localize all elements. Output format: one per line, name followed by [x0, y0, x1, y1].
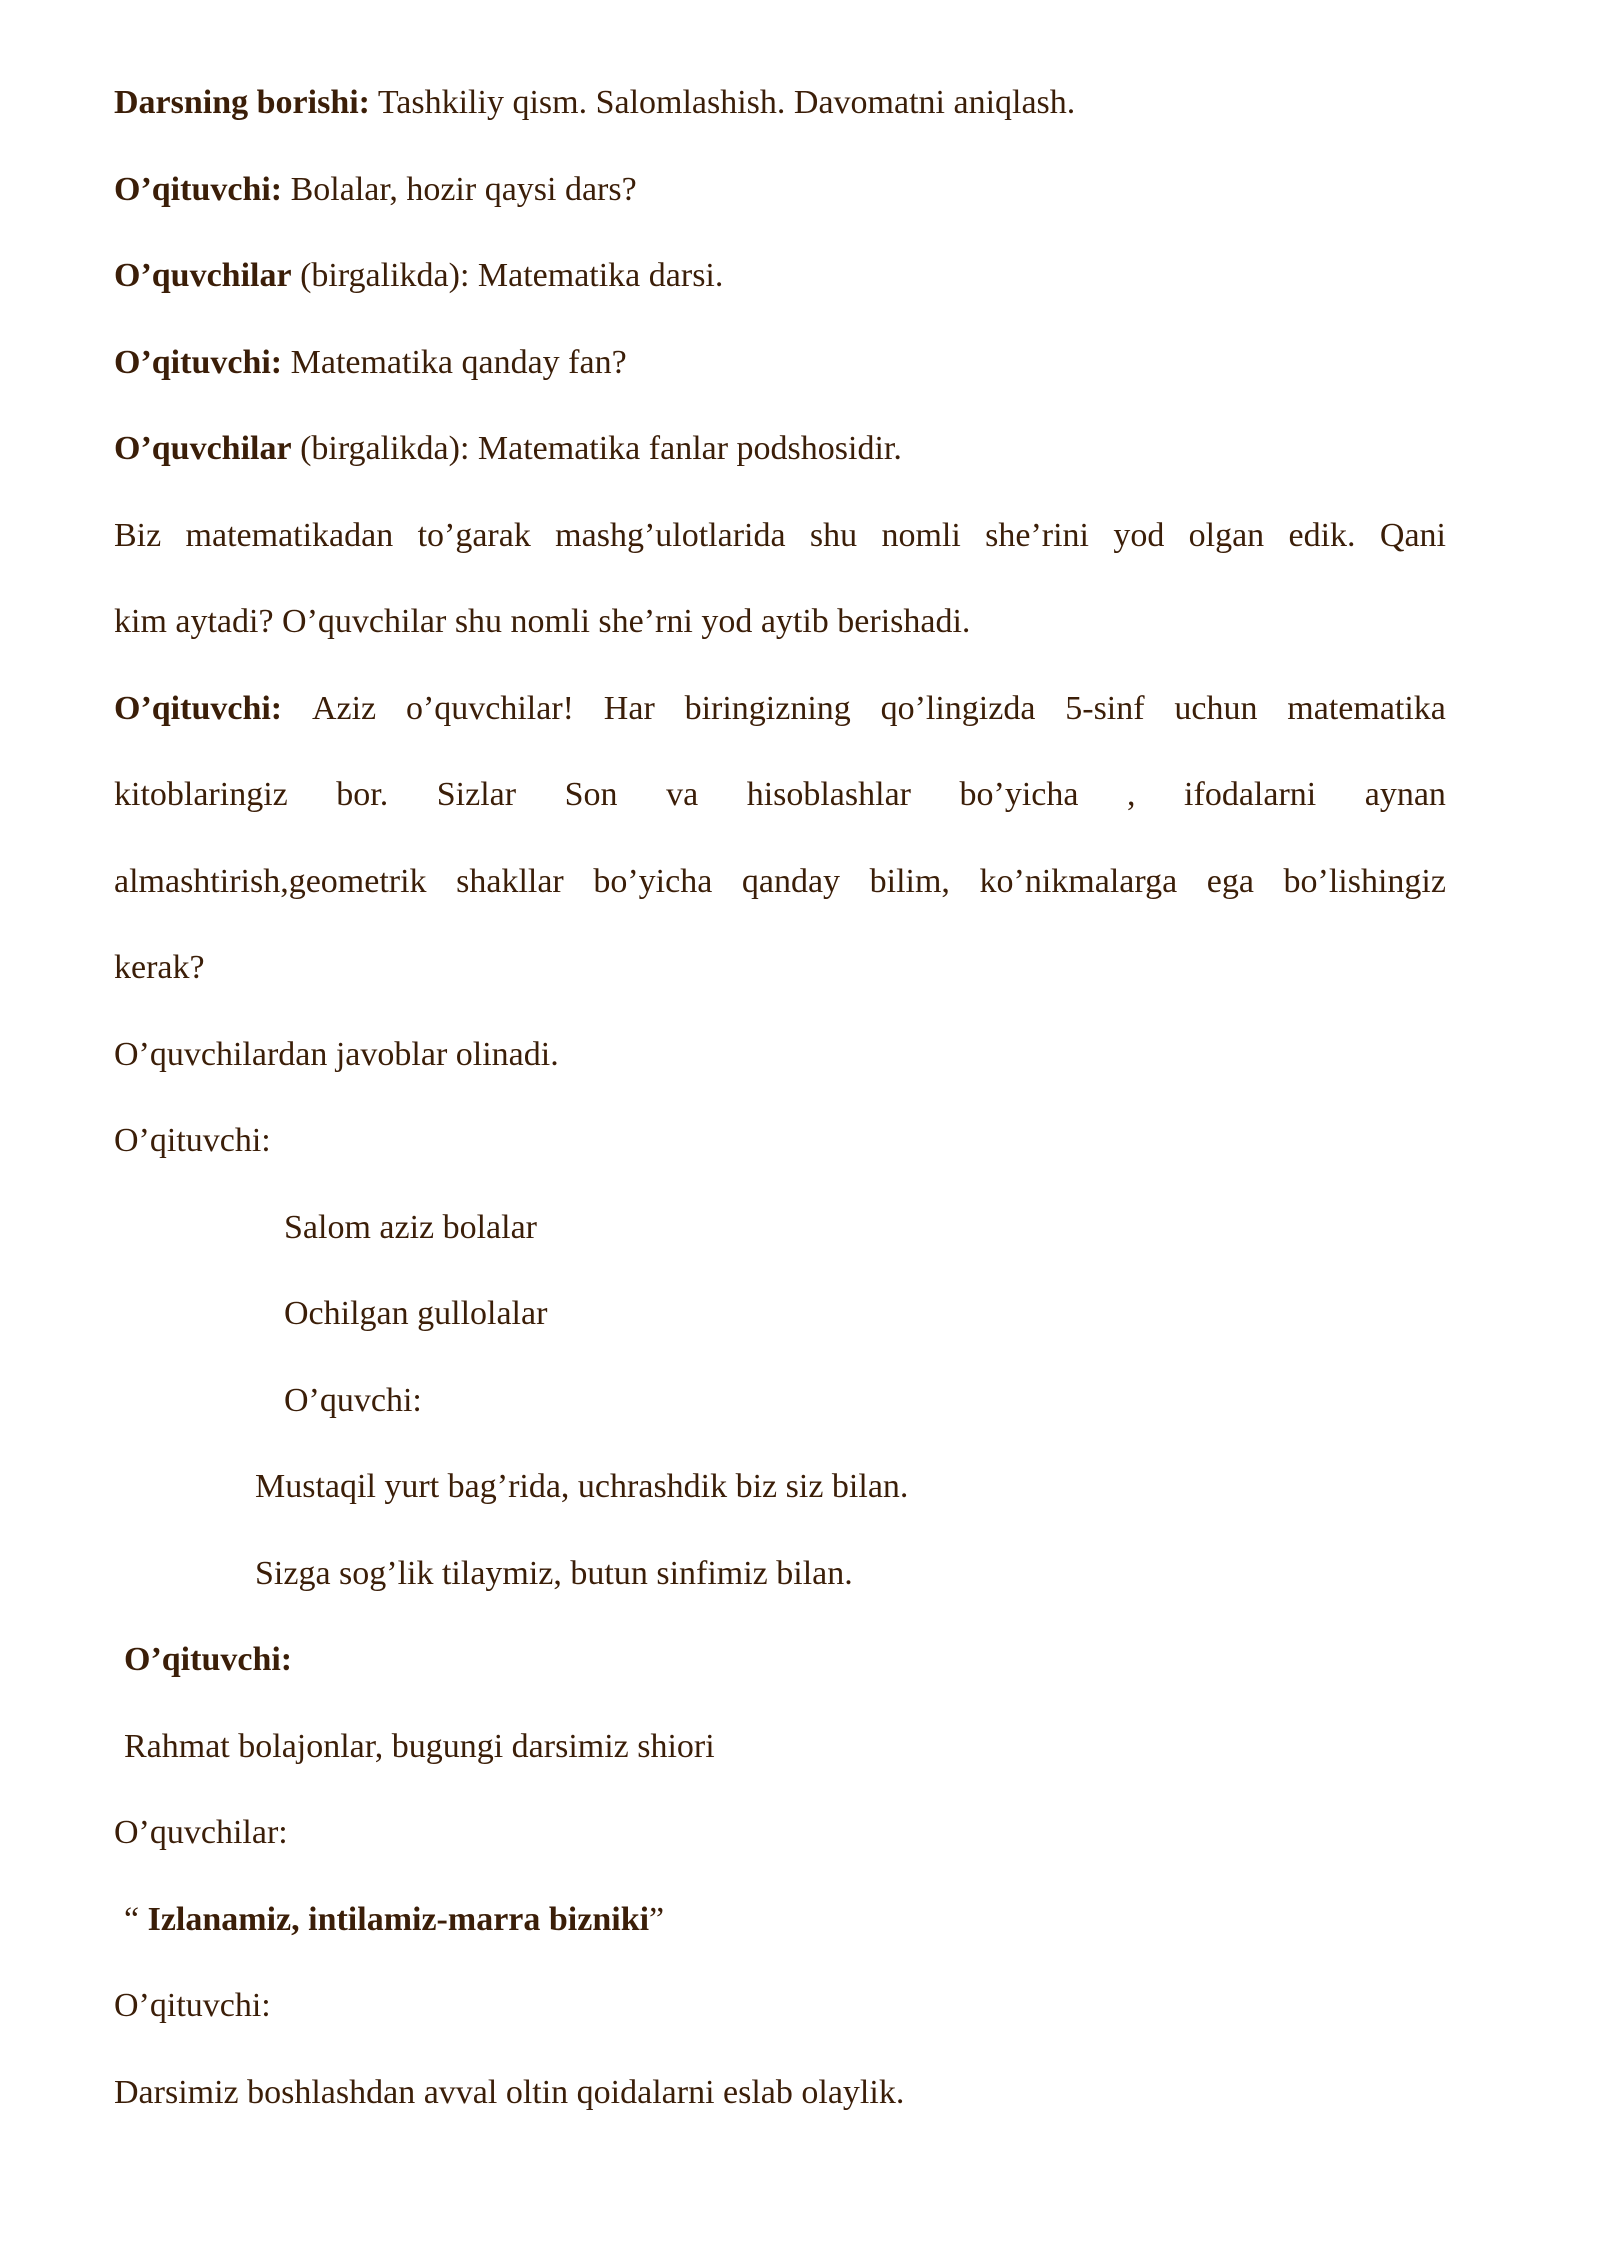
word: bo’yicha — [593, 862, 713, 900]
class-motto — [114, 1877, 1446, 1964]
word: bo’yicha — [959, 776, 1079, 813]
word: almashtirish,geometrik — [114, 862, 427, 900]
lesson-flow-label: Darsning borishi: — [114, 84, 370, 121]
teacher-motto-intro: Rahmat bolajonlar, bugungi darsimiz shiori — [124, 1727, 715, 1765]
students-answer-1-text: (birgalikda): Matematika darsi. — [291, 257, 724, 294]
teacher-intro-line-2 — [114, 752, 1446, 839]
motto-open-quote: “ — [124, 1900, 148, 1938]
students-answers-note: O’quvchilardan javoblar olinadi. — [114, 1035, 559, 1073]
word: 5-sinf — [1065, 689, 1145, 727]
word: shu — [809, 516, 858, 554]
teacher-intro-line-1 — [114, 666, 1446, 753]
verse-line-2: Sizga sog’lik tilaymiz, butun sinfimiz bilan. — [255, 1554, 853, 1592]
poem-intro-line-1 — [114, 493, 1446, 580]
speaker-teacher-line: O’qituvchi: — [114, 1122, 271, 1159]
teacher-question-2-text: Matematika qanday fan? — [282, 343, 627, 381]
word: kitoblaringiz — [114, 776, 288, 813]
word: Har — [603, 689, 655, 727]
word: olgan — [1188, 516, 1265, 554]
word: she’rini — [985, 516, 1089, 554]
students-answer-2 — [114, 406, 1446, 493]
word: Qani — [1379, 516, 1446, 554]
teacher-question-1 — [114, 147, 1446, 234]
word: ko’nikmalarga — [979, 862, 1178, 900]
speaker-teacher: O’qituvchi: — [114, 170, 283, 208]
word: aynan — [1364, 776, 1446, 813]
lesson-flow-text: Tashkiliy qism. Salomlashish. Davomatni aniqlash. — [370, 84, 1076, 121]
word: bo’lishingiz — [1283, 862, 1446, 900]
golden-rules-intro: Darsimiz boshlashdan avval oltin qoidalarni eslab olaylik. — [114, 2073, 905, 2111]
speaker-teacher-line-2: O’qituvchi: — [114, 1987, 271, 2024]
word: ifodalarni — [1184, 776, 1317, 813]
speaker-students-line: O’quvchilar: — [114, 1814, 288, 1851]
word: ega — [1206, 862, 1254, 900]
word: Aziz — [311, 689, 377, 727]
teacher-intro-line-3 — [114, 839, 1446, 926]
verse-line-1: Mustaqil yurt bag’rida, uchrashdik biz siz bilan. — [255, 1468, 909, 1505]
teacher-question-2 — [114, 320, 1446, 407]
word: matematika — [1287, 689, 1446, 727]
poem-line-1: Salom aziz bolalar — [284, 1208, 538, 1246]
word: biringizning — [684, 689, 851, 727]
speaker-teacher: O’qituvchi: — [114, 343, 283, 381]
speaker-students: O’quvchilar — [114, 257, 292, 294]
word: hisoblashlar — [746, 776, 911, 813]
poem-line-2: Ochilgan gullolalar — [284, 1295, 548, 1332]
word: qanday — [741, 862, 841, 900]
speaker-teacher-bold: O’qituvchi: — [124, 1641, 293, 1678]
speaker-teacher: O’qituvchi: — [114, 689, 283, 727]
motto-text: Izlanamiz, intilamiz-marra bizniki — [147, 1900, 650, 1938]
word: edik. — [1288, 516, 1356, 554]
teacher-intro-line-4: kerak? — [114, 949, 205, 986]
word: , — [1127, 776, 1136, 813]
word: va — [666, 776, 699, 813]
word: uchun — [1174, 689, 1258, 727]
word: Biz — [114, 516, 162, 554]
word: yod — [1113, 516, 1165, 554]
word: nomli — [881, 516, 961, 554]
word: Son — [564, 776, 618, 813]
poem-speaker-student: O’quvchi: — [284, 1381, 422, 1419]
students-answer-2-text: (birgalikda): Matematika fanlar podshosidir. — [291, 430, 902, 467]
word: o’quvchilar! — [405, 689, 574, 727]
word: shakllar — [456, 862, 564, 900]
motto-close-quote: ” — [649, 1900, 665, 1938]
lesson-flow-paragraph — [114, 60, 1446, 147]
word: qo’lingizda — [880, 689, 1036, 727]
poem-intro-line-2: kim aytadi? O’quvchilar shu nomli she’rni yod aytib berishadi. — [114, 603, 971, 640]
word: to’garak — [417, 516, 531, 554]
word: mashg’ulotlarida — [555, 516, 786, 554]
word: Sizlar — [436, 776, 517, 813]
word: bor. — [336, 776, 389, 813]
teacher-question-1-text: Bolalar, hozir qaysi dars? — [282, 170, 637, 208]
students-answer-1 — [114, 233, 1446, 320]
word: matematikadan — [185, 516, 394, 554]
document-page — [114, 60, 1446, 2136]
word: bilim, — [869, 862, 950, 900]
speaker-students: O’quvchilar — [114, 430, 292, 467]
